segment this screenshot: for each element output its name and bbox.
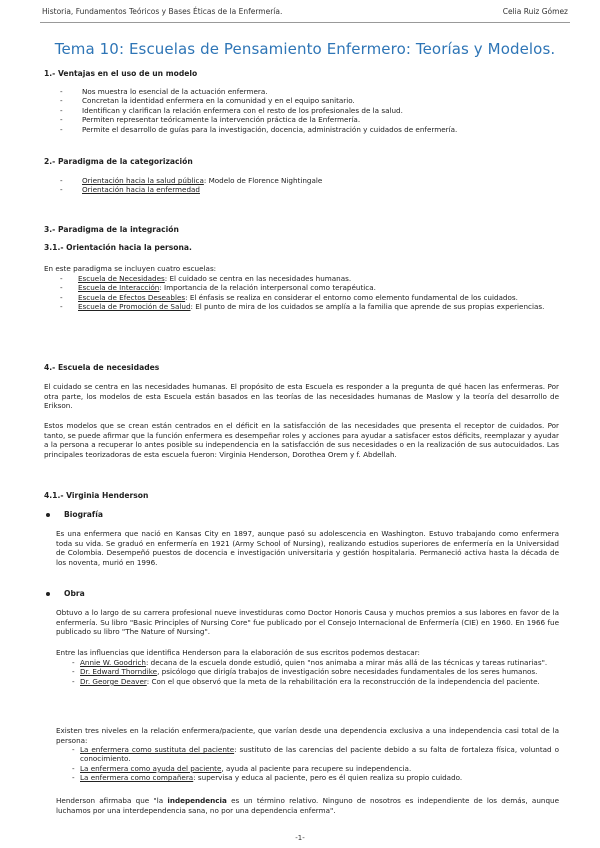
section-4-paragraph-1: El cuidado se centra en las necesidades humanas. El propósito de esta Escuela es responder a la pregunta de qué hacen las enfermeras. Por otra parte, los modelos de esta Escuela están basados en las teorías de las necesidades humanas de Maslow y la teoría del desarrollo de Erikson. — [44, 382, 559, 411]
section-3-1-heading: 3.1.- Orientación hacia la persona. — [44, 243, 192, 252]
final-paragraph — [56, 796, 559, 815]
bullet-label: Biografía — [64, 510, 103, 519]
item-text: : El cuidado se centra en las necesidades humanas. — [164, 274, 352, 283]
list-item — [56, 764, 559, 773]
list-item — [44, 185, 559, 194]
list-item: - Concretan la identidad enfermera en la comunidad y en el equipo sanitario. — [44, 96, 559, 105]
section-2-heading: 2.- Paradigma de la categorización — [44, 157, 193, 166]
item-text: : decana de la escuela donde estudió, quien "nos animaba a mirar más allá de las técnicas y tareas rutinarias". — [145, 658, 548, 667]
item-text: : sustituto de las carencias del paciente debido a su falta de fortaleza física, voluntad o conocimiento. — [80, 745, 559, 764]
section-2-list — [44, 176, 559, 195]
section-1-heading: 1.- Ventajas en el uso de un modelo — [44, 69, 198, 78]
list-item — [56, 773, 559, 782]
item-text: , psicólogo que dirigía trabajos de investigación sobre necesidades fundamentales de los seres humanos. — [157, 667, 538, 677]
page-title: Tema 10: Escuelas de Pensamiento Enfermero: Teorías y Modelos. — [54, 40, 556, 58]
list-item: - Nos muestra lo esencial de la actuación enfermera. — [44, 87, 559, 96]
underlined-term: La enfermera como sustituta del paciente — [80, 745, 235, 754]
underlined-term: Escuela de Necesidades — [78, 274, 165, 283]
list-item: - Identifican y clarifican la relación enfermera con el resto de los profesionales de la salud. — [44, 106, 559, 115]
list-item: - Permiten representar teóricamente la intervención práctica de la Enfermería. — [44, 115, 559, 124]
bullet-dot-icon — [46, 513, 50, 517]
list-item — [44, 293, 559, 302]
underlined-term: La enfermera como ayuda del paciente — [80, 763, 222, 773]
influences-list — [56, 658, 559, 686]
section-1-list — [44, 87, 559, 134]
item-text: : El énfasis se realiza en considerar el entorno como elemento fundamental de los cuidados. — [185, 292, 518, 302]
page-header — [40, 0, 570, 23]
section-4-heading: 4.- Escuela de necesidades — [44, 363, 160, 372]
section-4-1-heading: 4.1.- Virginia Henderson — [44, 491, 149, 500]
underlined-term: Orientación hacia la enfermedad — [82, 185, 200, 195]
list-item — [56, 658, 559, 667]
list-item — [56, 677, 559, 686]
list-item — [56, 745, 559, 764]
final-bold-term: independencia — [167, 796, 227, 805]
item-text: , ayuda al paciente para recupere su independencia. — [221, 763, 412, 773]
list-item — [44, 274, 559, 283]
item-text: : Importancia de la relación interpersonal como terapéutica. — [159, 283, 376, 293]
list-item — [44, 302, 559, 311]
section-3-intro: En este paradigma se incluyen cuatro escuelas: — [44, 264, 217, 273]
underlined-term: Escuela de Promoción de Salud — [78, 302, 191, 312]
underlined-term: Escuela de Interacción — [78, 283, 160, 293]
bullet-dot-icon — [46, 592, 50, 596]
biography-paragraph: Es una enfermera que nació en Kansas City en 1897, aunque pasó su adolescencia en Washington. Estuvo trabajando como enfermera toda su vida. Se graduó en enfermería en 1921 (Army School of Nursing), realizando estudios superiores de enfermería en la Universidad de Colombia. Desempeñó puestos de docencia e investigación universitaria y gestión hospitalaria. Permaneció activa hasta la década de los noventa, murió en 1996. — [56, 529, 559, 567]
item-text: : supervisa y educa al paciente, pero es él quien realiza su propio cuidado. — [193, 773, 463, 783]
underlined-term: La enfermera como compañera — [80, 773, 194, 783]
header-course-title: Historia, Fundamentos Teóricos y Bases Éticas de la Enfermería. — [42, 7, 283, 16]
underlined-term: Annie W. Goodrich — [80, 658, 146, 667]
section-3-heading: 3.- Paradigma de la integración — [44, 225, 179, 234]
bullet-obra — [46, 589, 85, 598]
underlined-term: Dr. George Deaver — [80, 676, 147, 686]
item-text: : Con el que observó que la meta de la rehabilitación era la reconstrucción de la independencia del paciente. — [146, 676, 540, 686]
final-text-c: es un término relativo. Ninguno de nosotros es independiente de los demás, aunque luchamos por una interdependencia sana, no por una dependencia enferma". — [56, 796, 559, 815]
section-3-list — [44, 274, 559, 312]
bullet-biografia — [46, 510, 103, 519]
item-text: : Modelo de Florence Nightingale — [203, 176, 323, 185]
underlined-term: Dr. Edward Thorndike — [80, 667, 158, 677]
page-number: -1- — [295, 834, 305, 842]
obra-paragraph: Obtuvo a lo largo de su carrera profesional nueve investiduras como Doctor Honoris Causa y muchos premios a sus labores en favor de la enfermería. Su libro "Basic Principles of Nursing Core" fue publicado por el Consejo Internacional de Enfermería (CIE) en 1960. En 1966 fue publicado su libro "The Nature of Nursing". — [56, 608, 559, 637]
item-text: : El punto de mira de los cuidados se amplía a la familia que aprende de sus propias experiencias. — [190, 302, 545, 312]
header-author: Celia Ruiz Gómez — [502, 7, 568, 16]
list-item — [44, 176, 559, 185]
underlined-term: Escuela de Efectos Deseables — [78, 292, 186, 302]
levels-list — [56, 745, 559, 783]
section-4-paragraph-2: Estos modelos que se crean están centrados en el déficit en la satisfacción de las necesidades que presenta el receptor de cuidados. Por tanto, se puede afirmar que la función enfermera es desempeñar roles y acciones para ayudar a satisfacer estos déficits, reemplazar y ayudar a la persona a recuperar lo antes posible su independencia en la satisfacción de sus necesidades o en la realización de sus autocuidados. Las principales teorizadoras de esta escuela fueron: Virginia Henderson, Dorothea Orem y f. Abdellah. — [44, 421, 559, 459]
list-item: - Permite el desarrollo de guías para la investigación, docencia, administración y cuidados de enfermería. — [44, 125, 559, 134]
levels-intro: Existen tres niveles en la relación enfermera/paciente, que varían desde una dependencia exclusiva a una independencia casi total de la persona: — [56, 726, 559, 745]
final-text-a: Henderson afirmaba que "la — [56, 796, 168, 805]
list-item — [56, 667, 559, 676]
underlined-term: Orientación hacia la salud pública — [82, 176, 204, 185]
bullet-label: Obra — [64, 589, 85, 598]
influences-intro: Entre las influencias que identifica Henderson para la elaboración de sus escritos podemos destacar: — [56, 648, 420, 657]
list-item — [44, 283, 559, 292]
